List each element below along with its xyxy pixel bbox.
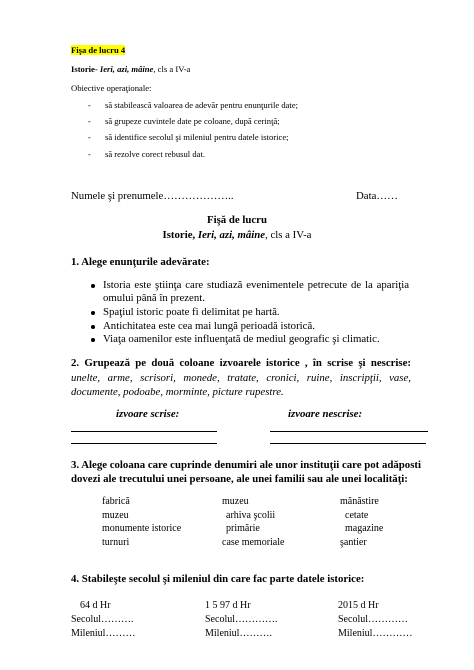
ex2-word-list: unelte, arme, scrisori, monede, tratate, cronici, ruine, inscripţii, vase, documente, podoabe, morminte, picture rupestre. <box>71 371 411 398</box>
bullet-icon <box>91 338 95 342</box>
ex3-option: cetate <box>345 510 369 521</box>
name-field[interactable]: Numele şi prenumele……………….. <box>71 190 234 202</box>
ex2-heading: 2. Grupează pe două coloane izvoarele istorice , în scrise şi nescrise: <box>71 357 411 369</box>
ex4-century-blank[interactable]: Secolul…………. <box>205 614 278 625</box>
objective-item: să rezolve corect rebusul dat. <box>105 149 205 159</box>
ex4-century-blank[interactable]: Secolul………. <box>71 614 134 625</box>
subject-title: Ieri, azi, mâine <box>99 64 154 74</box>
ex3-option: mănăstire <box>340 496 379 507</box>
ex3-option: muzeu <box>102 510 129 521</box>
subject-prefix: Istorie- <box>71 64 98 74</box>
ex4-date: 1 5 97 d Hr <box>205 600 251 611</box>
objective-item: să stabilească valoarea de adevăr pentru enunţurile date; <box>105 100 299 110</box>
ex3-option: magazine <box>345 523 384 534</box>
subject-class: , cls a IV-a <box>153 64 191 74</box>
ex3-option: arhiva şcolii <box>226 510 276 521</box>
ex1-heading: 1. Alege enunţurile adevărate: <box>71 256 210 268</box>
subtitle-prefix: Istorie, <box>162 229 198 241</box>
objective-dash: - <box>88 132 91 142</box>
ex1-statement[interactable]: Spaţiul istoric poate fi delimitat pe hartă. <box>103 306 280 318</box>
answer-line-right[interactable] <box>270 443 426 444</box>
ex4-millennium-blank[interactable]: Mileniul………… <box>338 628 413 639</box>
ex4-millennium-blank[interactable]: Mileniul………. <box>205 628 272 639</box>
subject-line <box>71 64 190 74</box>
objective-item: să grupeze cuvintele date pe coloane, după cerinţă; <box>105 116 280 126</box>
answer-line-right[interactable] <box>270 431 428 432</box>
bullet-icon <box>91 284 95 288</box>
ex3-option: turnuri <box>102 537 130 548</box>
ex4-date: 2015 d Hr <box>338 600 379 611</box>
subtitle-title: Ieri, azi, mâine <box>197 229 266 241</box>
objective-dash: - <box>88 149 91 159</box>
ex1-statement[interactable]: Istoria este ştiinţa care studiază evenimentele petrecute de la apariţia omului până în prezent. <box>103 279 409 304</box>
worksheet-label <box>71 45 125 55</box>
objective-dash: - <box>88 116 91 126</box>
page-subtitle <box>0 229 474 241</box>
ex3-option: şantier <box>340 537 367 548</box>
ex4-millennium-blank[interactable]: Mileniul……… <box>71 628 136 639</box>
ex3-option: fabrică <box>102 496 130 507</box>
ex4-century-blank[interactable]: Secolul………… <box>338 614 408 625</box>
date-field[interactable]: Data…… <box>356 190 398 202</box>
answer-line-left[interactable] <box>71 431 217 432</box>
bullet-icon <box>91 325 95 329</box>
ex1-statement[interactable]: Viaţa oamenilor este influenţată de mediul geografic şi climatic. <box>103 333 380 345</box>
ex3-option: case memoriale <box>222 537 285 548</box>
objective-dash: - <box>88 100 91 110</box>
worksheet-label-text: Fişa de lucru 4 <box>71 45 126 55</box>
ex4-date: 64 d Hr <box>80 600 111 611</box>
ex2-column-right-title: izvoare nescrise: <box>288 408 363 420</box>
objective-item: să identifice secolul şi mileniul pentru datele istorice; <box>105 132 289 142</box>
ex4-heading: 4. Stabileşte secolul şi mileniul din care fac parte datele istorice: <box>71 573 365 585</box>
ex2-text <box>71 356 411 400</box>
ex3-heading: 3. Alege coloana care cuprinde denumiri ale unor instituţii care pot adăposti dovezi ale trecutului unei persoane, ale unei familii sau ale unei localităţi: <box>71 459 421 485</box>
ex3-option: primărie <box>226 523 260 534</box>
ex2-column-left-title: izvoare scrise: <box>116 408 180 420</box>
ex3-option: monumente istorice <box>102 523 182 534</box>
objectives-label: Obiective operaţionale: <box>71 83 152 93</box>
ex3-option: muzeu <box>222 496 249 507</box>
subtitle-class: , cls a IV-a <box>265 229 312 241</box>
bullet-icon <box>91 311 95 315</box>
ex1-statement[interactable]: Antichitatea este cea mai lungă perioadă istorică. <box>103 320 315 332</box>
page-title: Fişă de lucru <box>207 214 267 226</box>
answer-line-left[interactable] <box>71 443 217 444</box>
